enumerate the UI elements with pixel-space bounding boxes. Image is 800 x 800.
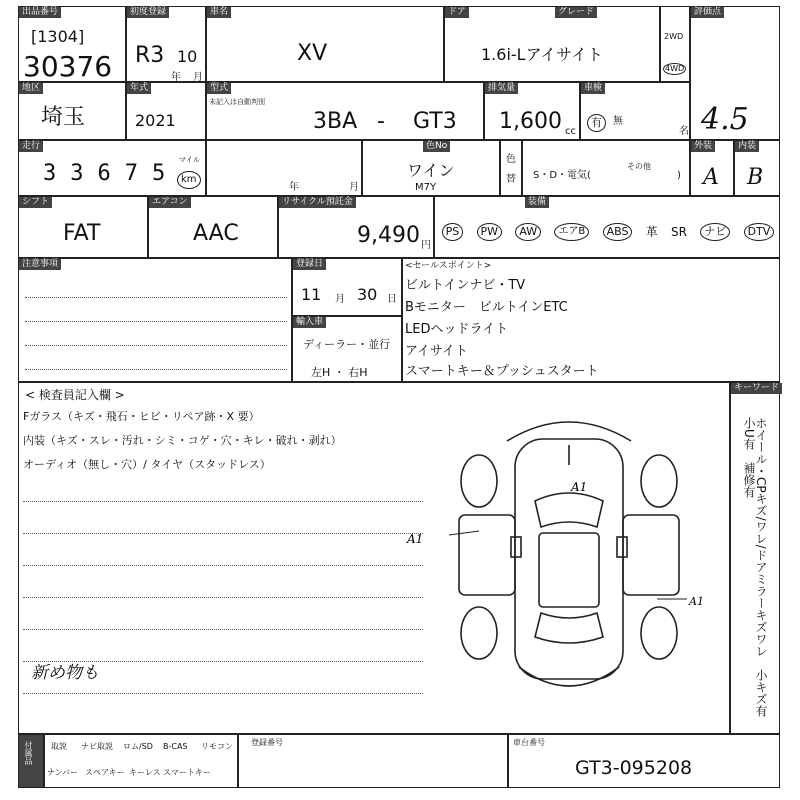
roof-outline [539,533,599,607]
equip-leather: 革 [645,225,658,239]
exterior-score: A [703,165,719,190]
shift: FAT [63,221,101,246]
inspector-handwriting: 新め物も [31,663,99,683]
recycle-box [278,196,434,258]
accessories-grid [44,734,238,788]
front-right-wheel [641,455,677,507]
import-type: ディーラー・並行 [303,338,391,351]
exterior-header: 外装 [691,141,715,152]
inspector-box [18,382,730,734]
rear-window-outline [535,613,603,643]
left-mark-leader [449,531,479,535]
displacement: 1,600 [499,109,562,134]
rear-right-wheel [641,607,677,659]
accessory-spare-key: スペアキー [85,768,125,777]
first-reg-month: 10 [177,47,198,66]
color-change-box [500,140,522,196]
front-left-wheel [461,455,497,507]
handle-side: 左H ・ 右H [311,366,368,379]
drive-4wd: 4WD [665,64,685,73]
displacement-unit: cc [565,126,576,137]
car-name-box [206,6,444,82]
power-other: その他 [627,162,651,171]
serial-box [508,734,780,788]
displacement-header: 排気量 [485,83,518,94]
serial-label: 車台番号 [513,738,545,747]
keyword-header: キーワード [731,383,782,394]
right-mark: A1 [689,595,704,608]
shaken-unit: 名 [679,126,689,137]
exterior-box [690,140,734,196]
first-reg-era: R3 [135,43,165,68]
registration-month: 11 [301,285,322,304]
first-reg-box [126,6,206,82]
model-year-note: 未記入は自動判別 [209,98,265,106]
aircon-header: エアコン [149,197,191,208]
keyword-box [730,382,780,734]
grade-box [444,6,660,82]
inspector-line-interior: 内装（キズ・スレ・汚れ・シミ・コゲ・穴・キレ・破れ・剥れ） [23,434,342,447]
color-name: ワイン [407,161,455,180]
interior-box [734,140,780,196]
aircon: AAC [193,221,239,246]
color-label: 色 [506,154,516,165]
shaken-header: 車検 [581,83,605,94]
accessory-bcas: B-CAS [163,742,188,751]
model-year: 2021 [135,111,176,130]
first-reg-month-unit: 月 [193,72,203,83]
shaken-expiry-year-unit: 年 [289,182,299,193]
region-box [18,82,126,140]
accessory-rom-sd: ロム/SD [123,742,153,751]
sale-points-box [402,258,780,382]
import-box [292,316,402,382]
right-mirror [617,537,627,557]
type-header: 型式 [207,83,231,94]
color-change-label: 替 [506,174,516,185]
first-reg-header: 初度登録 [127,7,169,18]
equip-pw: PW [477,223,503,241]
equip-abs: ABS [603,223,633,241]
evaluation-header: 評価点 [691,7,724,18]
recycle-unit: 円 [421,240,431,251]
recycle-header: リサイクル預託金 [279,197,356,208]
rear-left-wheel [461,607,497,659]
registration-day: 30 [357,285,378,304]
equipment-box [434,196,780,258]
mileage-box [18,140,206,196]
accessory-navi-manual: ナビ取説 [81,742,113,751]
grade-header: グレード [555,7,597,18]
mileage-header: 走行 [19,141,43,152]
door-header: ドア [445,7,469,18]
accessory-group-box [18,734,44,788]
sale-point: ビルトインナビ・TV [405,278,526,293]
aircon-box [148,196,278,258]
type-prefix: 3BA [313,109,358,134]
model-year-header: 年式 [127,83,151,94]
equip-sunroof: SR [671,225,688,239]
equip-aw: AW [515,223,541,241]
evaluation-score-box [690,6,780,140]
equip-dtv: DTV [744,223,775,241]
interior-header: 内装 [735,141,759,152]
equip-navi: ナビ [700,223,730,241]
shaken-expiry-month-unit: 月 [349,182,359,193]
model-year-box [126,82,206,140]
lot-number: 30376 [23,50,113,83]
color-code: M7Y [415,182,437,193]
front-bumper-outline [507,422,631,441]
rear-bumper-outline [519,667,619,686]
drive-2wd: 2WD [664,32,684,41]
mileage-digit: 3 [70,161,98,186]
reg-number-box [238,734,508,788]
equip-ps: PS [442,223,464,241]
shaken-no: 無 [613,116,623,127]
power-box [522,140,690,196]
inspector-line-audio: オーディオ（無し・穴）/ タイヤ（スタッドレス） [23,458,271,471]
color-no-header: 色No [423,141,450,152]
mileage-unit: km [177,171,201,189]
mileage-digit: 6 [97,161,125,186]
registration-day-unit: 日 [387,294,397,305]
equipment-list [435,223,781,241]
shaken-yes: 有 [587,114,606,132]
region: 埼玉 [41,105,86,130]
reg-number-label: 登録番号 [251,738,283,747]
keyword-note: ホイール・CPキズ/ワレ/ドアミラーキズワレ 小キズ有 小U有 補修有 [742,417,768,729]
type-dash: - [377,109,385,134]
inspector-line-glass: Fガラス（キズ・飛石・ヒビ・リペア跡・X 要） [23,410,260,423]
shift-header: シフト [19,197,52,208]
evaluation-score: 4.5 [701,102,749,137]
lot-bracket: [1304] [31,27,85,46]
accessory-manual: 取説 [51,742,67,751]
left-doors-outline [459,515,515,595]
remarks-box [18,258,292,382]
equipment-header: 装備 [525,197,549,208]
roof-mark: A1 [571,480,588,494]
registration-box [292,258,402,316]
sale-point: Bモニター ビルトインETC [405,300,568,315]
first-reg-year-unit: 年 [171,72,181,83]
mileage-digit: 5 [152,161,180,186]
windshield-outline [535,493,603,527]
import-header: 輸入車 [293,317,326,328]
shift-box [18,196,148,258]
drive-box [660,6,690,82]
region-header: 地区 [19,83,43,94]
mileage-digit: 7 [124,161,152,186]
mileage-mile-label: マイル [179,156,200,164]
inspector-header: < 検査員記入欄 > [25,388,125,402]
shaken-expiry-box [206,140,362,196]
left-mark: A1 [407,532,424,546]
displacement-box [484,82,580,140]
sale-points-header: <セールスポイント> [405,261,492,271]
equip-airbag: エアB [554,223,589,241]
sale-point: スマートキー＆プッシュスタート [405,364,599,379]
type-box [206,82,484,140]
car-name-header: 車名 [207,7,231,18]
accessory-group: 付属品 [24,741,33,765]
mileage-digit: 3 [43,161,71,186]
remarks-header: 注意事項 [19,259,61,270]
power-close: ) [677,170,681,181]
car-name: XV [297,41,328,66]
color-box [362,140,500,196]
recycle-fee: 9,490 [357,223,420,248]
car-damage-diagram [407,405,719,725]
sale-point: アイサイト [405,344,468,359]
right-doors-outline [623,515,679,595]
accessory-smart-key: スマートキー [163,768,211,777]
interior-score: B [747,165,764,190]
power-label: S・D・電気( [533,170,591,181]
accessory-keyless: キーレス [129,768,161,777]
type-code: GT3 [413,109,457,134]
lot-number-box [18,6,126,82]
shaken-box [580,82,690,140]
sale-point: LEDヘッドライト [405,322,509,337]
left-mirror [511,537,521,557]
accessory-plate: ナンバー [47,768,79,777]
serial-number: GT3-095208 [575,757,693,779]
lot-number-header: 出品番号 [19,7,61,18]
mileage-digits [43,163,179,185]
registration-month-unit: 月 [335,294,345,305]
accessory-remote: リモコン [201,742,233,751]
grade: 1.6i-Lアイサイト [481,45,604,64]
registration-header: 登録日 [293,259,326,270]
